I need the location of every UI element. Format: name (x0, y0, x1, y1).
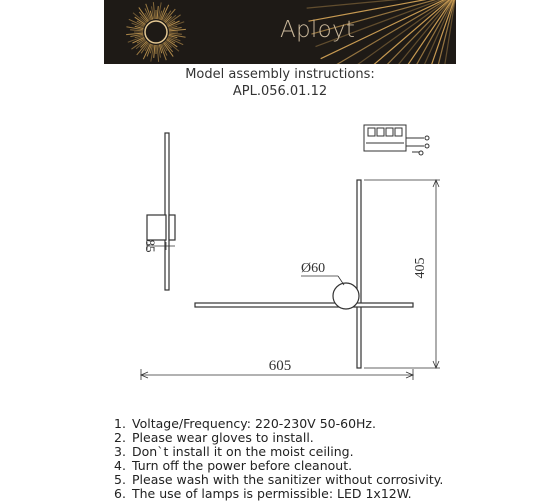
instruction-item: 3. Don`t install it on the moist ceiling. (114, 444, 354, 459)
terminal-block-icon (364, 125, 429, 155)
dim-height: 405 (413, 257, 428, 279)
height-dimension (364, 180, 440, 368)
dim-width: 605 (268, 358, 292, 374)
instruction-item: 2. Please wear gloves to install. (114, 430, 314, 445)
technical-drawing (0, 100, 560, 412)
instruction-item: 6. The use of lamps is permissible: LED 1x12W. (114, 486, 412, 501)
instruction-item: 1. Voltage/Frequency: 220-230V 50-60Hz. (114, 416, 376, 431)
diameter-callout (301, 261, 344, 285)
side-view (143, 133, 175, 290)
dim-diameter: Ø60 (301, 261, 326, 276)
doc-title: Model assembly instructions: (185, 67, 375, 82)
brand-banner (104, 0, 456, 64)
model-number: APL.056.01.12 (232, 84, 328, 99)
instruction-item: 5. Please wash with the sanitizer without corrosivity. (114, 472, 444, 487)
width-dimension (141, 358, 413, 380)
instruction-item: 4. Turn off the power before cleanout. (114, 458, 353, 473)
dim-depth: 85 (143, 239, 158, 253)
brand-name: Aployt (280, 17, 356, 43)
instruction-list (114, 417, 443, 501)
